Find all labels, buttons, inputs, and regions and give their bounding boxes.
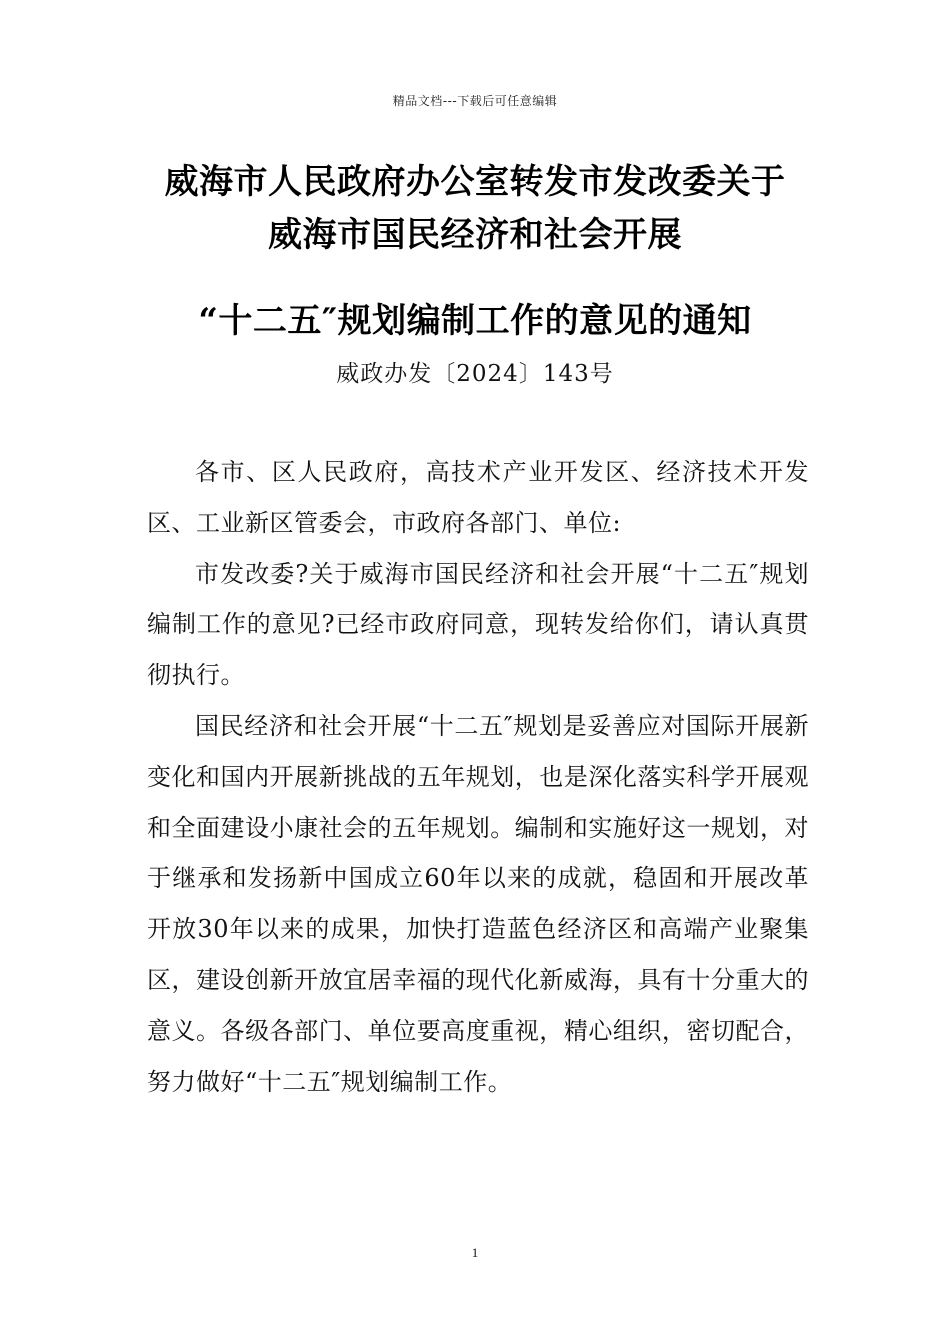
paragraph-forwarding-notice: 市发改委?关于威海市国民经济和社会开展“十二五″规划编制工作的意见?已经市政府同意，现转发给你们，请认真贯彻执行。 xyxy=(147,559,809,690)
page-number: 1 xyxy=(471,1245,479,1260)
document-title-line-1: 威海市人民政府办公室转发市发改委关于 xyxy=(164,162,786,202)
header-note: 精品文档---下载后可任意编辑 xyxy=(392,94,558,108)
paragraph-addressees: 各市、区人民政府，高技术产业开发区、经济技术开发区、工业新区管委会，市政府各部门、单位: xyxy=(147,458,809,537)
document-number: 威政办发〔2024〕143号 xyxy=(336,361,614,387)
document-title-line-3: “十二五″规划编制工作的意见的通知 xyxy=(198,301,752,341)
paragraph-significance: 国民经济和社会开展“十二五″规划是妥善应对国际开展新变化和国内开展新挑战的五年规划，也是深化落实科学开展观和全面建设小康社会的五年规划。编制和实施好这一规划，对于继承和发扬新中国成立60年以来的成就，稳固和开展改革开放30年以来的成果，加快打造蓝色经济区和高端产业聚集区，建设创新开放宜居幸福的现代化新威海，具有十分重大的意义。各级各部门、单位要高度重视，精心组织，密切配合，努力做好“十二五″规划编制工作。 xyxy=(147,711,809,1096)
document-title-line-2: 威海市国民经济和社会开展 xyxy=(268,215,682,255)
document-body xyxy=(147,447,809,1107)
